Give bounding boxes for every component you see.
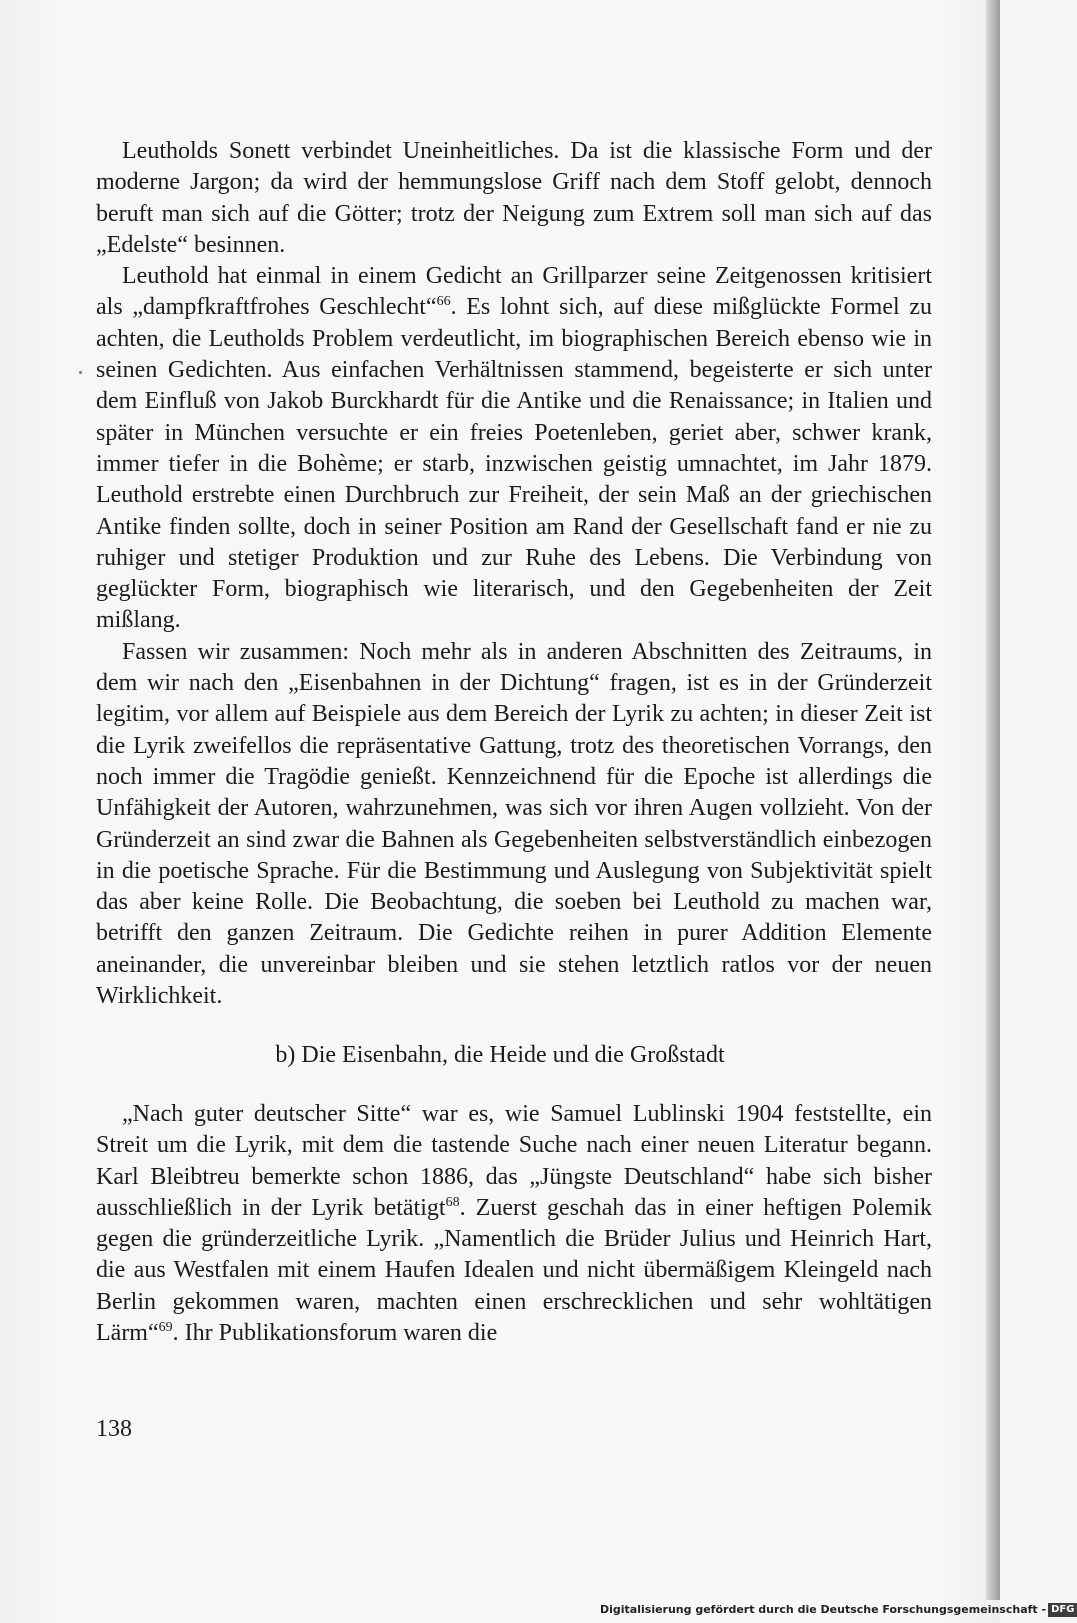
margin-mark (79, 371, 82, 374)
footnote-ref-66: 66 (436, 294, 451, 310)
footer-text: Digitalisierung gefördert durch die Deutsche Forschungsgemeinschaft - (600, 1603, 1047, 1616)
paragraph-2-start: Leuthold hat einmal in einem Gedicht an Grillparzer seine Zeitgenossen kritisiert als „dampfkraftfrohes Geschlecht“ (96, 263, 932, 321)
paragraph-2-rest: . Es lohnt sich, auf diese mißglückte Formel zu achten, die Leutholds Problem verdeutlicht, im biographischen Bereich ebenso wie in seinen Gedichten. Aus einfachen Verhältnissen stammend, begeisterte er sich unter dem Einfluß von Jakob Burckhardt für die Antike und die Renaissance; in Italien und später in München versuchte er ein freies Poetenleben, geriet aber, schwer krank, immer tiefer in die Bohème; er starb, inzwischen geistig umnachtet, im Jahr 1879. Leuthold erstrebte einen Durchbruch zur Freiheit, der sein Maß an der griechischen Antike finden sollte, doch in seiner Position am Rand der Gesellschaft fand er nie zu ruhiger und stetiger Produktion und zur Ruhe des Lebens. Die Verbindung von geglückter Form, biographisch wie literarisch, und den Gegebenheiten der Zeit mißlang. (96, 294, 932, 634)
paragraph-4-a: „Nach guter deutscher Sitte“ war es, wie Samuel Lublinski 1904 feststellte, ein Streit um die Lyrik, mit dem die tastende Suche nach einer neuen Literatur begann. Karl Bleibtreu bemerkte schon 1886, das „Jüngste Deutschland“ habe sich bisher ausschließlich in der Lyrik betätigt (96, 1101, 932, 1221)
footnote-ref-68: 68 (445, 1194, 460, 1210)
page-edge-shadow (986, 0, 1000, 1600)
digitization-footer (600, 1603, 1075, 1623)
body-text-top (96, 136, 932, 1012)
paragraph-1: Leutholds Sonett verbindet Uneinheitliches. Da ist die klassische Form und der moderne Jargon; da wird der hemmungslose Griff nach dem Stoff gelobt, dennoch beruft man sich auf die Götter; trotz der Neigung zum Extrem soll man sich auf das „Edelste“ besinnen. (96, 138, 932, 258)
body-text-bottom (96, 1099, 932, 1349)
dfg-logo: DFG (1048, 1603, 1077, 1617)
paragraph-4-b: . Zuerst geschah das in einer heftigen Polemik gegen die gründerzeitliche Lyrik. „Namentlich die Brüder Julius und Heinrich Hart, die aus Westfalen mit einem Haufen Idealen und nicht übermäßigem Kleingeld nach Berlin gekommen waren, machten einen erschrecklichen und sehr wohltätigen Lärm“ (96, 1194, 933, 1347)
section-heading: b) Die Eisenbahn, die Heide und die Großstadt (275, 1042, 725, 1068)
footnote-ref-69: 69 (158, 1320, 173, 1336)
paragraph-4 (96, 1099, 932, 1349)
page-number: 138 (96, 1416, 132, 1442)
paragraph-4-c: . Ihr Publikationsforum waren die (172, 1320, 498, 1347)
paragraph-2 (96, 261, 932, 637)
paragraph-3: Fassen wir zusammen: Noch mehr als in anderen Abschnitten des Zeitraums, in dem wir nach den „Eisenbahnen in der Dichtung“ fragen, ist es in der Gründerzeit legitim, vor allem auf Beispiele aus dem Bereich der Lyrik zu achten; in dieser Zeit ist die Lyrik zweifellos die repräsentative Gattung, trotz des theoretischen Vorrangs, den noch immer die Tragödie genießt. Kennzeichnend für die Epoche ist allerdings die Unfähigkeit der Autoren, wahrzunehmen, was sich vor ihren Augen vollzieht. Von der Gründerzeit an sind zwar die Bahnen als Gegebenheiten selbstverständlich einbezogen in die poetische Sprache. Für die Bestimmung und Auslegung von Subjektivität spielt das aber keine Rolle. Die Beobachtung, die soeben bei Leuthold zu machen war, betrifft den ganzen Zeitraum. Die Gedichte reihen in purer Addition Elemente aneinander, die unvereinbar bleiben und sie stehen letztlich ratlos vor der neuen Wirklichkeit. (96, 638, 932, 1010)
